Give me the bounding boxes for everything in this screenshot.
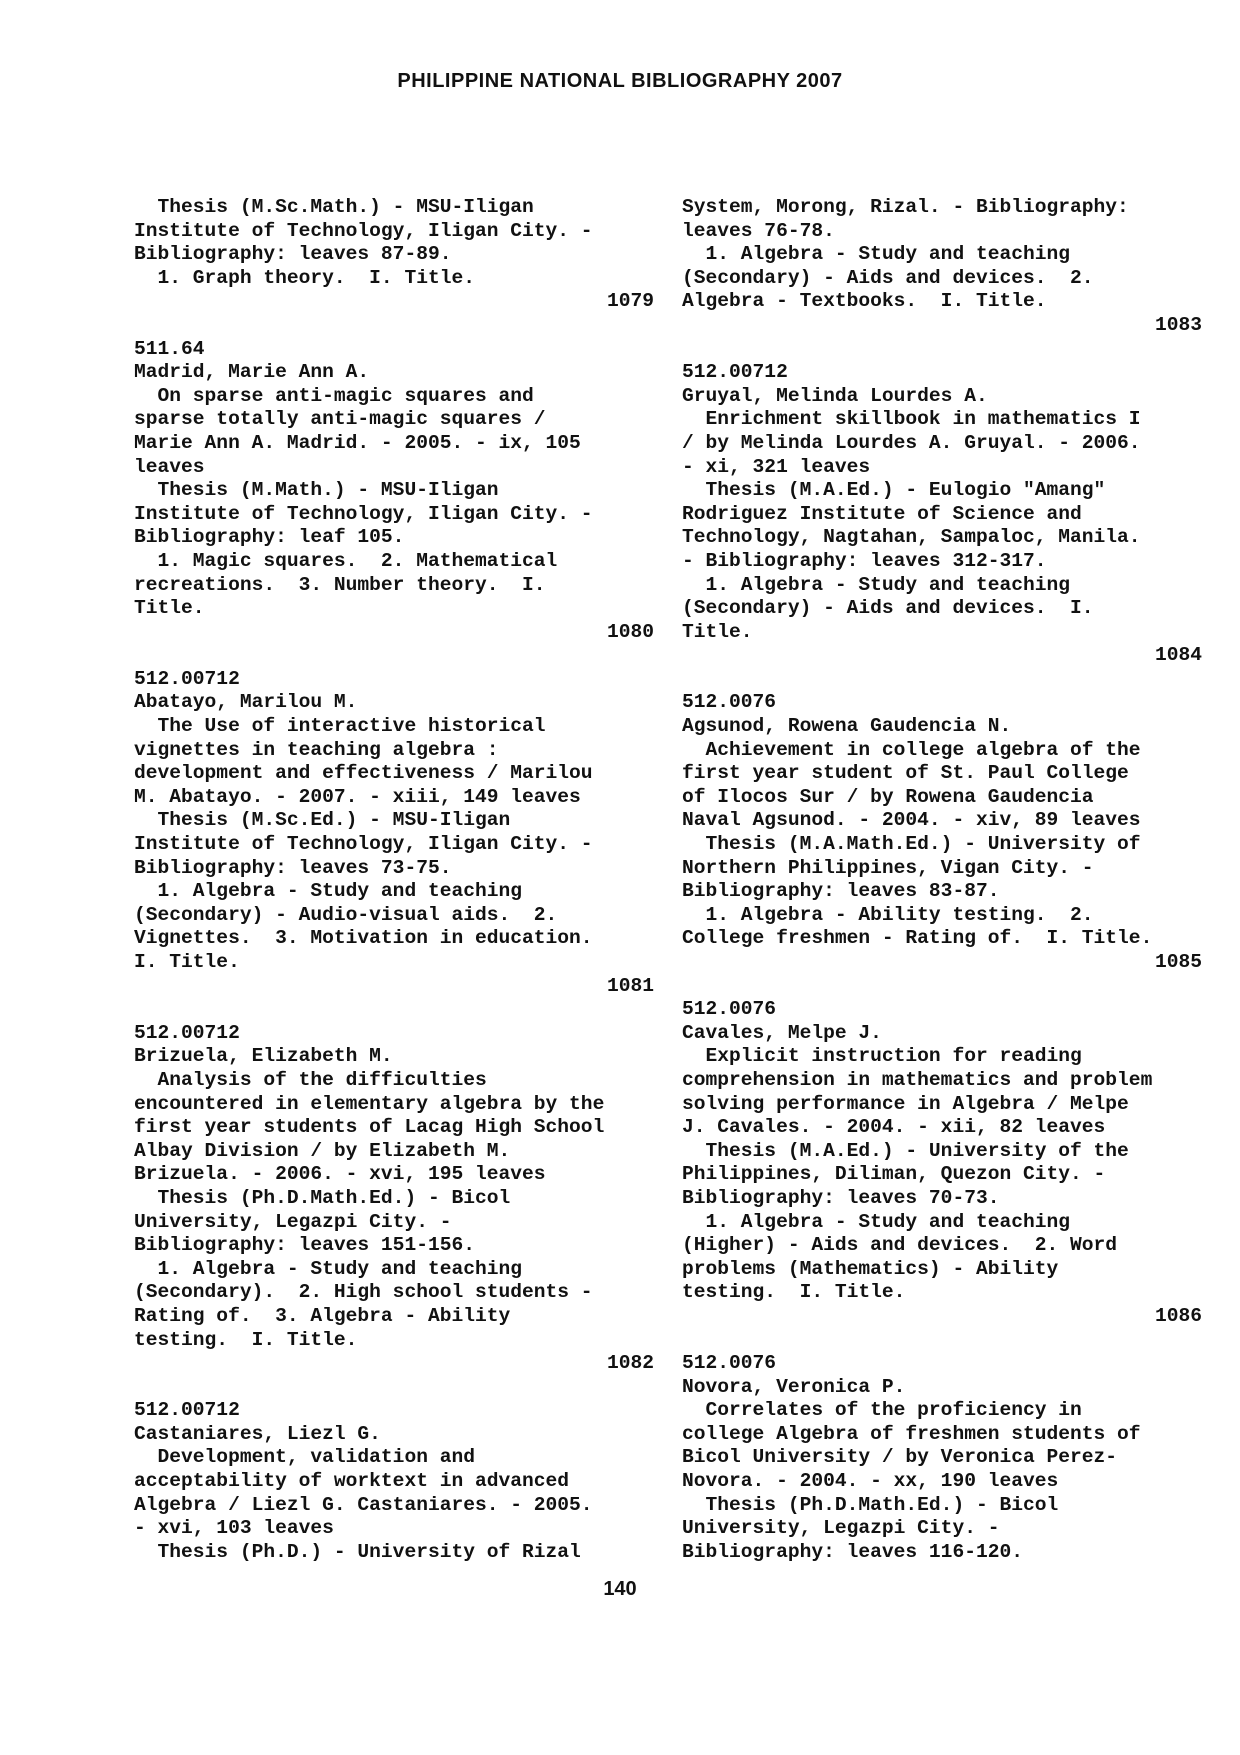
text-line: 512.0076	[682, 1352, 777, 1375]
text-line: Bibliography: leaves 116-120.	[682, 1540, 1023, 1563]
text-line: Bibliography: leaves 87-89.	[134, 243, 452, 266]
text-line: Bibliography: leaves 70-73.	[682, 1186, 1000, 1209]
text-line: (Higher) - Aids and devices. 2. Word	[682, 1234, 1118, 1257]
text-line: (Secondary) - Aids and devices. I.	[682, 597, 1094, 620]
text-line: Abatayo, Marilou M.	[134, 691, 358, 714]
text-line: college Algebra of freshmen students of	[682, 1422, 1141, 1445]
entry-number: 1083	[1154, 313, 1202, 336]
text-line: Castaniares, Liezl G.	[134, 1422, 381, 1445]
text-line: Brizuela, Elizabeth M.	[134, 1045, 393, 1068]
text-line: The Use of interactive historical	[134, 715, 546, 738]
text-line: Naval Agsunod. - 2004. - xiv, 89 leaves	[682, 809, 1141, 832]
text-line: Madrid, Marie Ann A.	[134, 361, 370, 384]
text-line: Thesis (M.A.Ed.) - Eulogio "Amang"	[682, 479, 1106, 502]
entry-number: 1085	[1154, 951, 1202, 973]
text-line: solving performance in Algebra / Melpe	[682, 1092, 1129, 1115]
text-line: Bibliography: leaves 73-75.	[134, 856, 452, 879]
text-line: testing. I. Title.	[682, 1281, 906, 1304]
text-line: Thesis (M.Sc.Ed.) - MSU-Iligan	[134, 809, 511, 832]
text-line: problems (Mathematics) - Ability	[682, 1257, 1059, 1280]
text-line: - xi, 321 leaves	[682, 455, 871, 478]
text-line: acceptability of worktext in advanced	[134, 1470, 570, 1493]
text-line: Development, validation and	[134, 1446, 475, 1469]
text-line: Thesis (M.A.Ed.) - University of the	[682, 1139, 1129, 1162]
text-line: 1. Algebra - Study and teaching	[134, 880, 523, 903]
text-line: leaves 76-78.	[682, 219, 835, 242]
text-line: 1. Graph theory. I. Title.	[134, 266, 475, 289]
entry-gap	[682, 338, 1202, 362]
text-line: 1. Algebra - Study and teaching	[134, 1257, 523, 1280]
text-line: 512.00712	[134, 1021, 240, 1044]
entry-number: 1084	[1154, 644, 1202, 667]
entry-gap	[682, 975, 1202, 999]
text-line: Institute of Technology, Iligan City. -	[134, 833, 593, 856]
text-line: - xvi, 103 leaves	[134, 1517, 334, 1540]
entry-gap	[682, 1329, 1202, 1353]
text-line: (Secondary). 2. High school students -	[134, 1281, 593, 1304]
entry-gap	[134, 314, 654, 338]
text-line: Title.	[134, 597, 205, 620]
text-line: (Secondary) - Audio-visual aids. 2.	[134, 903, 558, 926]
text-line: development and effectiveness / Marilou	[134, 762, 593, 785]
entry-number: 1079	[606, 290, 654, 313]
text-line: 511.64	[134, 337, 205, 360]
text-line: Correlates of the proficiency in	[682, 1399, 1082, 1422]
entry-gap	[134, 1376, 654, 1400]
text-line: 1. Algebra - Ability testing. 2.	[682, 903, 1094, 926]
page-number: 140	[603, 1578, 637, 1600]
text-line: 1. Algebra - Study and teaching	[682, 573, 1071, 596]
text-line: Albay Division / by Elizabeth M.	[134, 1139, 511, 1162]
text-line: Thesis (Ph.D.Math.Ed.) - Bicol	[682, 1493, 1059, 1516]
entry-gap	[682, 668, 1202, 692]
entry-number: 1080	[606, 620, 654, 643]
text-line: Vignettes. 3. Motivation in education.	[134, 927, 593, 950]
text-line: (Secondary) - Aids and devices. 2.	[682, 266, 1094, 289]
text-line: J. Cavales. - 2004. - xii, 82 leaves	[682, 1116, 1106, 1139]
text-line: 512.0076	[682, 998, 777, 1021]
entry-gap	[134, 644, 654, 668]
right-column	[682, 196, 1202, 1564]
entry-number: 1082	[606, 1352, 654, 1375]
text-line: Algebra / Liezl G. Castaniares. - 2005.	[134, 1493, 593, 1516]
text-line: Marie Ann A. Madrid. - 2005. - ix, 105	[134, 431, 581, 454]
text-line: 1. Algebra - Study and teaching	[682, 1210, 1071, 1233]
text-line: Bicol University / by Veronica Perez-	[682, 1446, 1118, 1469]
text-line: Cavales, Melpe J.	[682, 1021, 882, 1044]
text-line: - Bibliography: leaves 312-317.	[682, 549, 1047, 572]
text-line: Bibliography: leaves 151-156.	[134, 1234, 475, 1257]
text-line: first year students of Lacag High School	[134, 1116, 605, 1139]
text-line: M. Abatayo. - 2007. - xiii, 149 leaves	[134, 785, 581, 808]
text-line: Enrichment skillbook in mathematics I	[682, 408, 1141, 431]
entry-number: 1086	[1154, 1304, 1202, 1327]
text-line: first year student of St. Paul College	[682, 762, 1129, 785]
text-line: College freshmen - Rating of. I. Title.	[682, 927, 1153, 950]
text-line: Gruyal, Melinda Lourdes A.	[682, 384, 988, 407]
text-line: Thesis (M.Math.) - MSU-Iligan	[134, 479, 499, 502]
text-line: Novora, Veronica P.	[682, 1375, 906, 1398]
entry-number: 1081	[606, 974, 654, 997]
text-line: 512.00712	[134, 1399, 240, 1422]
text-line: recreations. 3. Number theory. I.	[134, 573, 546, 596]
text-line: sparse totally anti-magic squares /	[134, 408, 546, 431]
text-line: Northern Philippines, Vigan City. -	[682, 856, 1094, 879]
text-line: Agsunod, Rowena Gaudencia N.	[682, 715, 1012, 738]
text-line: Technology, Nagtahan, Sampaloc, Manila.	[682, 526, 1141, 549]
text-line: comprehension in mathematics and problem	[682, 1068, 1153, 1091]
text-line: 512.00712	[134, 667, 240, 690]
text-line: 1. Magic squares. 2. Mathematical	[134, 549, 558, 572]
text-line: testing. I. Title.	[134, 1328, 358, 1351]
entry-gap	[134, 998, 654, 1022]
text-line: / by Melinda Lourdes A. Gruyal. - 2006.	[682, 431, 1141, 454]
text-line: Philippines, Diliman, Quezon City. -	[682, 1163, 1106, 1186]
text-line: 512.00712	[682, 361, 788, 384]
text-line: Institute of Technology, Iligan City. -	[134, 502, 593, 525]
text-line: I. Title.	[134, 951, 240, 973]
text-line: Bibliography: leaf 105.	[134, 526, 405, 549]
text-line: Institute of Technology, Iligan City. -	[134, 219, 593, 242]
text-line: Achievement in college algebra of the	[682, 738, 1141, 761]
text-line: University, Legazpi City. -	[682, 1517, 1000, 1540]
text-line: Thesis (M.A.Math.Ed.) - University of	[682, 833, 1141, 856]
text-line: of Ilocos Sur / by Rowena Gaudencia	[682, 785, 1094, 808]
text-line: Explicit instruction for reading	[682, 1045, 1082, 1068]
text-line: Bibliography: leaves 83-87.	[682, 880, 1000, 903]
text-line: University, Legazpi City. -	[134, 1210, 452, 1233]
page-header: PHILIPPINE NATIONAL BIBLIOGRAPHY 2007	[397, 70, 843, 92]
text-line: Analysis of the difficulties	[134, 1068, 487, 1091]
text-line: Rodriguez Institute of Science and	[682, 502, 1082, 525]
text-line: vignettes in teaching algebra :	[134, 738, 499, 761]
text-line: Rating of. 3. Algebra - Ability	[134, 1304, 511, 1327]
text-line: Brizuela. - 2006. - xvi, 195 leaves	[134, 1163, 546, 1186]
text-line: encountered in elementary algebra by the	[134, 1092, 605, 1115]
text-line: System, Morong, Rizal. - Bibliography:	[682, 196, 1129, 218]
left-column	[134, 196, 654, 1564]
text-line: On sparse anti-magic squares and	[134, 384, 534, 407]
text-line: Novora. - 2004. - xx, 190 leaves	[682, 1470, 1059, 1493]
text-line: 512.0076	[682, 691, 777, 714]
text-line: Thesis (M.Sc.Math.) - MSU-Iligan	[134, 196, 534, 218]
text-line: 1. Algebra - Study and teaching	[682, 243, 1071, 266]
text-line: Title.	[682, 620, 753, 643]
text-line: Thesis (Ph.D.) - University of Rizal	[134, 1540, 581, 1563]
text-line: leaves	[134, 455, 205, 478]
text-line: Thesis (Ph.D.Math.Ed.) - Bicol	[134, 1186, 511, 1209]
text-line: Algebra - Textbooks. I. Title.	[682, 290, 1047, 313]
